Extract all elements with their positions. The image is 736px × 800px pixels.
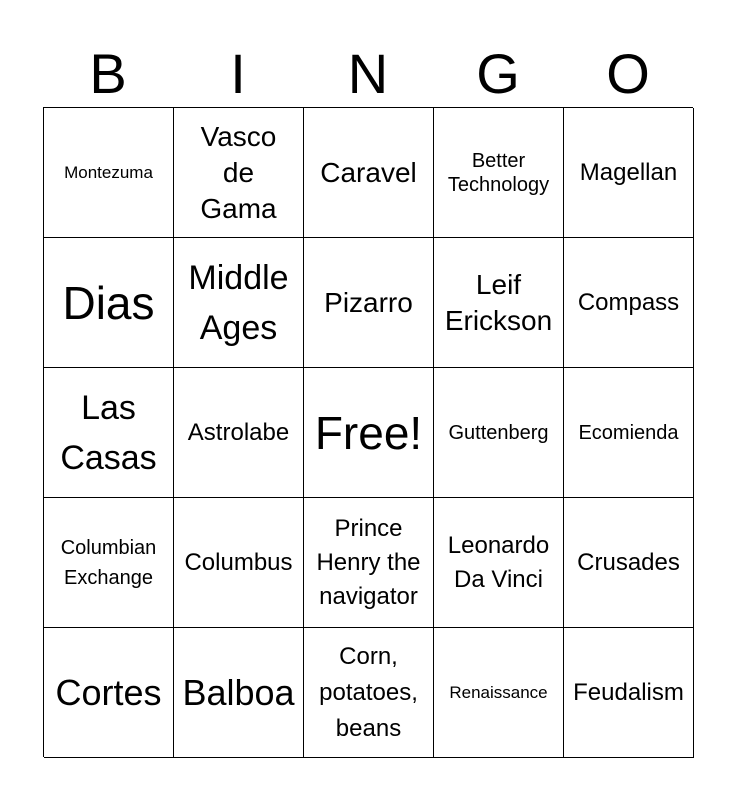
- cell-text: Caravel: [320, 156, 417, 188]
- bingo-cell-r3c3-free[interactable]: [304, 368, 434, 498]
- cell-text: Better Technology: [447, 149, 550, 196]
- cell-text: Cortes: [55, 671, 162, 713]
- bingo-grid: [43, 107, 693, 757]
- bingo-cell-r1c2[interactable]: [174, 108, 304, 238]
- cell-text: Columbus: [184, 548, 293, 576]
- free-space-text: Free!: [314, 406, 423, 459]
- header-letter-o: O: [606, 42, 650, 105]
- bingo-cell-r5c5[interactable]: [564, 628, 694, 758]
- bingo-cell-r4c3[interactable]: [304, 498, 434, 628]
- cell-text: Middle Ages: [188, 258, 289, 347]
- cell-text: Guttenberg: [448, 421, 549, 444]
- bingo-cell-r2c5[interactable]: [564, 238, 694, 368]
- bingo-cell-r1c4[interactable]: [434, 108, 564, 238]
- cell-text: Balboa: [182, 671, 295, 713]
- bingo-cell-r2c1[interactable]: [44, 238, 174, 368]
- header-letter-b: B: [89, 42, 127, 105]
- bingo-cell-r1c5[interactable]: [564, 108, 694, 238]
- header-letter-i: I: [230, 42, 246, 105]
- bingo-header: [43, 40, 693, 108]
- bingo-cell-r4c2[interactable]: [174, 498, 304, 628]
- bingo-cell-r5c1[interactable]: [44, 628, 174, 758]
- cell-text: Compass: [577, 288, 680, 316]
- bingo-cell-r2c4[interactable]: [434, 238, 564, 368]
- bingo-cell-r4c4[interactable]: [434, 498, 564, 628]
- bingo-cell-r4c5[interactable]: [564, 498, 694, 628]
- cell-text: Crusades: [577, 548, 680, 576]
- cell-text: Leif Erickson: [444, 268, 553, 336]
- cell-text: Ecomienda: [578, 421, 679, 444]
- cell-text: Pizarro: [324, 286, 413, 318]
- bingo-cell-r3c2[interactable]: [174, 368, 304, 498]
- bingo-cell-r3c4[interactable]: [434, 368, 564, 498]
- bingo-cell-r5c4[interactable]: [434, 628, 564, 758]
- bingo-cell-r4c1[interactable]: [44, 498, 174, 628]
- cell-text: Montezuma: [64, 162, 153, 182]
- bingo-cell-r2c3[interactable]: [304, 238, 434, 368]
- bingo-cell-r3c5[interactable]: [564, 368, 694, 498]
- cell-text: Dias: [62, 276, 155, 329]
- cell-text: Leonardo Da Vinci: [447, 531, 550, 593]
- cell-text: Magellan: [579, 158, 678, 186]
- cell-text: Renaissance: [449, 682, 548, 702]
- bingo-cell-r5c3[interactable]: [304, 628, 434, 758]
- header-letter-g: G: [476, 42, 520, 105]
- cell-text: Corn, potatoes, beans: [319, 642, 418, 742]
- bingo-cell-r5c2[interactable]: [174, 628, 304, 758]
- bingo-cell-r1c1[interactable]: [44, 108, 174, 238]
- cell-text: Feudalism: [573, 678, 684, 706]
- bingo-cell-r2c2[interactable]: [174, 238, 304, 368]
- cell-text: Prince Henry the navigator: [316, 514, 421, 610]
- bingo-cell-r1c3[interactable]: [304, 108, 434, 238]
- cell-text: Las Casas: [60, 388, 157, 477]
- bingo-cell-r3c1[interactable]: [44, 368, 174, 498]
- cell-text: Columbian Exchange: [60, 536, 157, 589]
- cell-text: Astrolabe: [187, 418, 290, 446]
- cell-text: Vasco de Gama: [200, 120, 277, 224]
- header-letter-n: N: [347, 42, 389, 105]
